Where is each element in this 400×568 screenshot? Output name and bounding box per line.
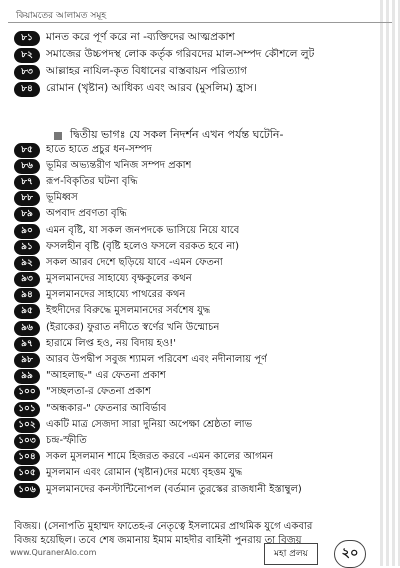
paragraph-line: বিজয় হয়েছিল। তবে শেষ জমানায় ইমাম মাহদীর বাহিনী পুনরায় তা বিজয় [14,535,302,546]
item-number: ১০০ [14,385,40,400]
list-item [14,207,376,223]
item-number: ৮৪ [14,82,40,97]
item-text: ইহুদীদের বিরুদ্ধে মুসলমানদের সর্বশেষ যুদ্ধ [46,305,211,317]
list-item [14,401,376,417]
item-text: আল্লাহর নাযিল-কৃত বিধানের বাস্তবায়ন পরিত্যাগ [46,65,248,77]
header-divider [8,22,392,23]
item-number: ৮২ [14,48,40,63]
list-item [14,369,376,385]
list-item [14,64,376,81]
item-number: ১০২ [14,418,40,433]
item-text: রূপ-বিকৃতির ঘটনা বৃদ্ধি [46,175,138,187]
item-number: ৯৬ [14,321,40,336]
item-text: ভূমির অভ্যন্তরীণ খনিজ সম্পদ প্রকাশ [46,159,192,171]
item-number: ৮৯ [14,207,40,222]
item-text: অপবাদ প্রবণতা বৃদ্ধি [46,208,127,220]
item-text: ফসলহীন বৃষ্টি (বৃষ্টি হলেও ফসলে বরকত হবে না) [46,240,240,252]
item-number: ৯০ [14,224,40,239]
square-bullet-icon [54,132,62,140]
item-text: রোমান (খৃষ্টান) আধিক্য এবং আরব (মুসলিম) হ্রাস। [46,82,257,94]
page-footer [0,540,380,566]
top-list [14,30,376,98]
item-number: ৯৪ [14,288,40,303]
item-number: ৯৩ [14,272,40,287]
item-number: ৯৭ [14,337,40,352]
item-text: মুসলমানদের কনস্টান্টিনোপল (বর্তমান তুরস্কের রাজধানী ইস্তাম্বুল) [46,483,302,495]
paragraph-line: বিজয়। (সেনাপতি মুহাম্মদ ফাতেহ-র নেতৃত্বে ইসলামের প্রাথমিক যুগে একবার [14,521,313,532]
list-item [14,142,376,158]
item-text: মুসলমান এবং রোমান (খৃষ্টান)দের মধ্যে বৃহত্তম যুদ্ধ [46,467,243,479]
item-number: ৯৮ [14,353,40,368]
list-item [14,158,376,174]
item-text: সকল আরব দেশে ছড়িয়ে যাবে -এমন ফেতনা [46,256,223,268]
item-text: আরব উপদ্বীপ সবুজ শ্যামল পরিবেশ এবং নদীনালায় পূর্ণ [46,354,268,366]
item-number: ১০৫ [14,466,40,481]
item-text: "সচ্ছলতা-র ফেতনা প্রকাশ [46,386,152,398]
item-text: হারামে লিপ্ত হও, নয় বিদায় হও!' [46,337,177,349]
list-item [14,417,376,433]
list-item [14,81,376,98]
item-text: "আহলাছ-" এর ফেতনা প্রকাশ [46,370,166,382]
list-item [14,239,376,255]
item-text: "অন্ধকার-" ফেতনার আবির্ভাব [46,402,167,414]
list-item [14,47,376,64]
item-number: ৮৫ [14,143,40,158]
list-item [14,336,376,352]
list-item [14,482,376,498]
item-text: একটি মাত্র সেজদা সারা দুনিয়া অপেক্ষা শ্রেষ্ঠতা লাভ [46,418,253,430]
list-item [14,320,376,336]
item-number: ১০৩ [14,434,40,449]
item-number: ৯২ [14,256,40,271]
item-text: (ইরাকের) ফুরাত নদীতে স্বর্ণের খনি উন্মোচন [46,321,220,333]
item-text: মুসলমানদের সাহায্যে পাথরের কথন [46,289,186,301]
list-item [14,352,376,368]
header-title: কিয়ামতের আলামত সমূহ [16,11,107,21]
list-item [14,385,376,401]
list-item [14,272,376,288]
item-text: সকল মুসলমান শামে হিজরত করবে -এমন কালের আগমন [46,451,274,463]
list-item [14,288,376,304]
item-text: সমাজের উচ্চপদস্থ লোক কর্তৃক গরিবদের মাল-সম্পদ কৌশলে লুট [46,48,315,60]
side-stripe-decoration [380,0,400,566]
item-number: ১০৬ [14,483,40,498]
item-number: ৯১ [14,240,40,255]
item-number: ৯৯ [14,369,40,384]
item-number: ৮৩ [14,65,40,80]
item-text: ভূমিধ্বস [46,192,78,204]
list-item [14,191,376,207]
item-text: মানত করে পূর্ণ করে না -ব্যক্তিদের আত্মপ্রকাশ [46,31,235,43]
item-number: ১০৪ [14,450,40,465]
item-number: ৮৬ [14,159,40,174]
list-item [14,450,376,466]
item-text: হাতে হাতে প্রচুর ধন-সম্পদ [46,143,152,155]
item-number: ৮৮ [14,191,40,206]
item-text: মুসলমানদের সাহায্যে বৃক্ষকুলের কথন [46,273,192,285]
item-number: ৯৫ [14,304,40,319]
item-number: ১০১ [14,402,40,417]
list-item [14,466,376,482]
list-item [14,174,376,190]
list-item [14,433,376,449]
footer-book-label: মহা প্রলয় [264,543,318,565]
section-heading-text: দ্বিতীয় ভাগঃ যে সকল নিদর্শন এখন পর্যন্ত ঘটেনি- [70,128,284,141]
item-number: ৮১ [14,31,40,46]
list-item [14,223,376,239]
page-number: ২০ [334,540,366,568]
list-item [14,304,376,320]
item-text: এমন বৃষ্টি, যা সকল জনপদকে ভাসিয়ে নিয়ে যাবে [46,224,240,236]
sign-list [14,142,376,498]
list-item [14,30,376,47]
page-header [8,6,392,22]
footer-url: www.QuranerAlo.com [10,548,97,557]
item-text: চন্দ্র-স্ফীতি [46,434,87,446]
item-number: ৮৭ [14,175,40,190]
list-item [14,255,376,271]
